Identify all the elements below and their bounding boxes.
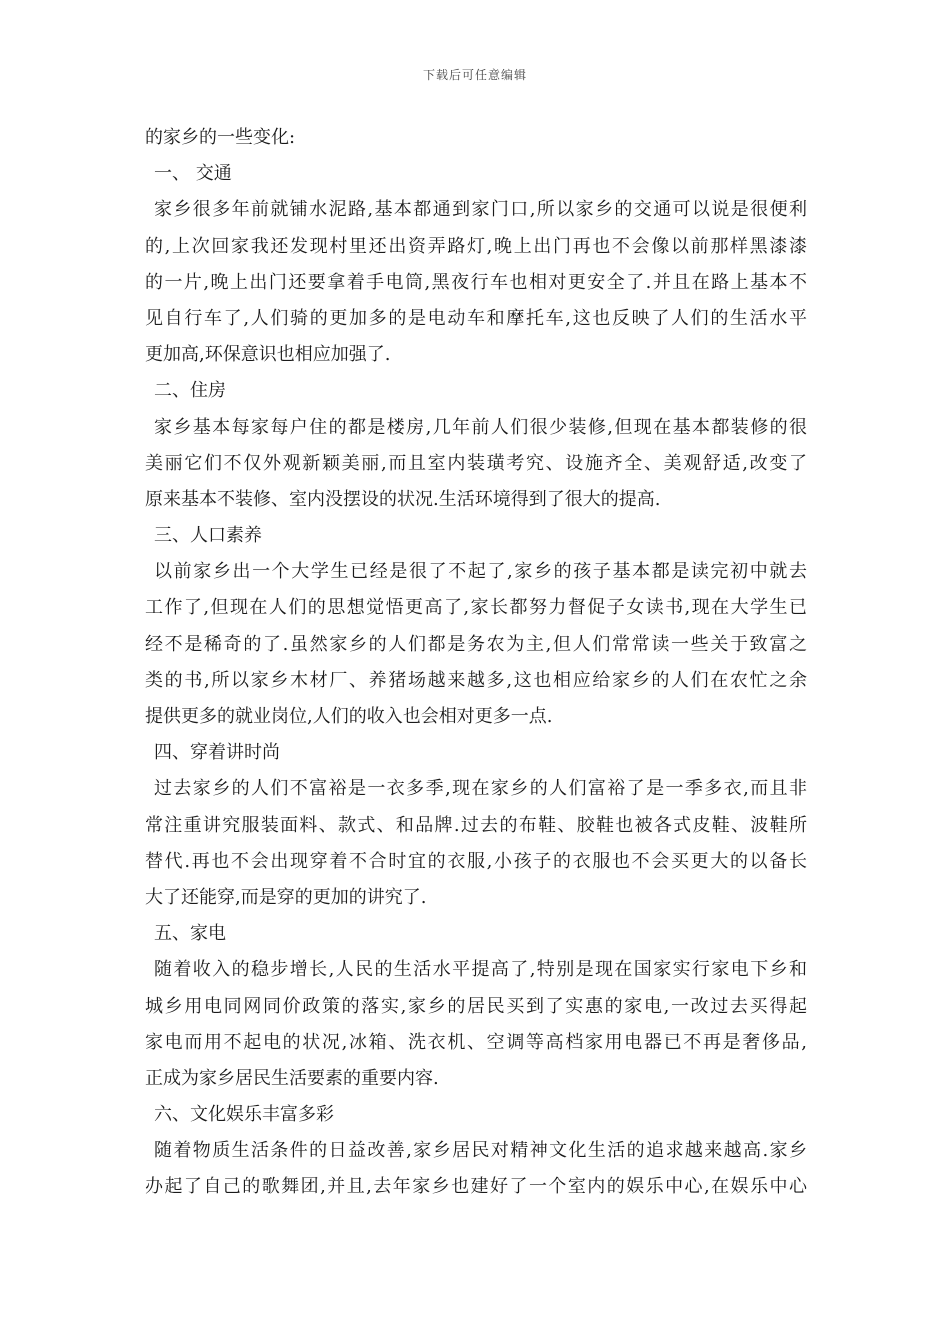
text-line: 以前家乡出一个大学生已经是很了不起了,家乡的孩子基本都是读完初中就去 <box>154 561 807 583</box>
section-heading: 二、住房 <box>154 380 226 402</box>
text-line: 随着物质生活条件的日益改善,家乡居民对精神文化生活的追求越来越高.家乡 <box>154 1140 807 1162</box>
text-line: 的,上次回家我还发现村里还出资弄路灯,晚上出门再也不会像以前那样黑漆漆 <box>145 235 807 257</box>
text-line: 类的书,所以家乡木材厂、养猪场越来越多,这也相应给家乡的人们在农忙之余 <box>145 669 807 691</box>
text-line: 大了还能穿,而是穿的更加的讲究了. <box>145 886 427 908</box>
text-line: 办起了自己的歌舞团,并且,去年家乡也建好了一个室内的娱乐中心,在娱乐中心 <box>145 1176 807 1198</box>
text-line: 常注重讲究服装面料、款式、和品牌.过去的布鞋、胶鞋也被各式皮鞋、波鞋所 <box>145 814 807 836</box>
section-heading: 四、穿着讲时尚 <box>154 742 280 764</box>
page-header-note: 下载后可任意编辑 <box>422 68 527 82</box>
text-line: 家乡基本每家每户住的都是楼房,几年前人们很少装修,但现在基本都装修的很 <box>154 416 807 438</box>
text-line: 替代.再也不会出现穿着不合时宜的衣服,小孩子的衣服也不会买更大的以备长 <box>145 850 807 872</box>
text-line: 提供更多的就业岗位,人们的收入也会相对更多一点. <box>145 706 553 727</box>
text-line: 的一片,晚上出门还要拿着手电筒,黑夜行车也相对更安全了.并且在路上基本不 <box>145 271 807 293</box>
section-heading: 一、 交通 <box>154 163 232 185</box>
text-line: 过去家乡的人们不富裕是一衣多季,现在家乡的人们富裕了是一季多衣,而且非 <box>154 778 807 800</box>
text-line: 家乡很多年前就铺水泥路,基本都通到家门口,所以家乡的交通可以说是很便利 <box>154 199 807 221</box>
section-heading: 六、文化娱乐丰富多彩 <box>154 1104 334 1126</box>
text-line: 的家乡的一些变化: <box>145 127 296 148</box>
text-line: 城乡用电同网同价政策的落实,家乡的居民买到了实惠的家电,一改过去买得起 <box>145 995 807 1017</box>
text-line: 工作了,但现在人们的思想觉悟更高了,家长都努力督促子女读书,现在大学生已 <box>145 597 807 619</box>
text-line: 随着收入的稳步增长,人民的生活水平提高了,特别是现在国家实行家电下乡和 <box>154 959 807 981</box>
text-line: 原来基本不装修、室内没摆设的状况.生活环境得到了很大的提高. <box>145 488 661 510</box>
text-line: 家电而用不起电的状况,冰箱、洗衣机、空调等高档家用电器已不再是奢侈品, <box>145 1031 807 1053</box>
text-line: 更加高,环保意识也相应加强了. <box>145 344 391 366</box>
text-line: 正成为家乡居民生活要素的重要内容. <box>145 1067 439 1089</box>
text-line: 经不是稀奇的了.虽然家乡的人们都是务农为主,但人们常常读一些关于致富之 <box>145 633 807 655</box>
document-body <box>145 120 807 1206</box>
section-heading: 五、家电 <box>154 923 226 945</box>
text-line: 美丽它们不仅外观新颖美丽,而且室内装璜考究、设施齐全、美观舒适,改变了 <box>145 452 807 474</box>
text-line: 见自行车了,人们骑的更加多的是电动车和摩托车,这也反映了人们的生活水平 <box>145 307 807 329</box>
section-heading: 三、人口素养 <box>154 525 262 547</box>
